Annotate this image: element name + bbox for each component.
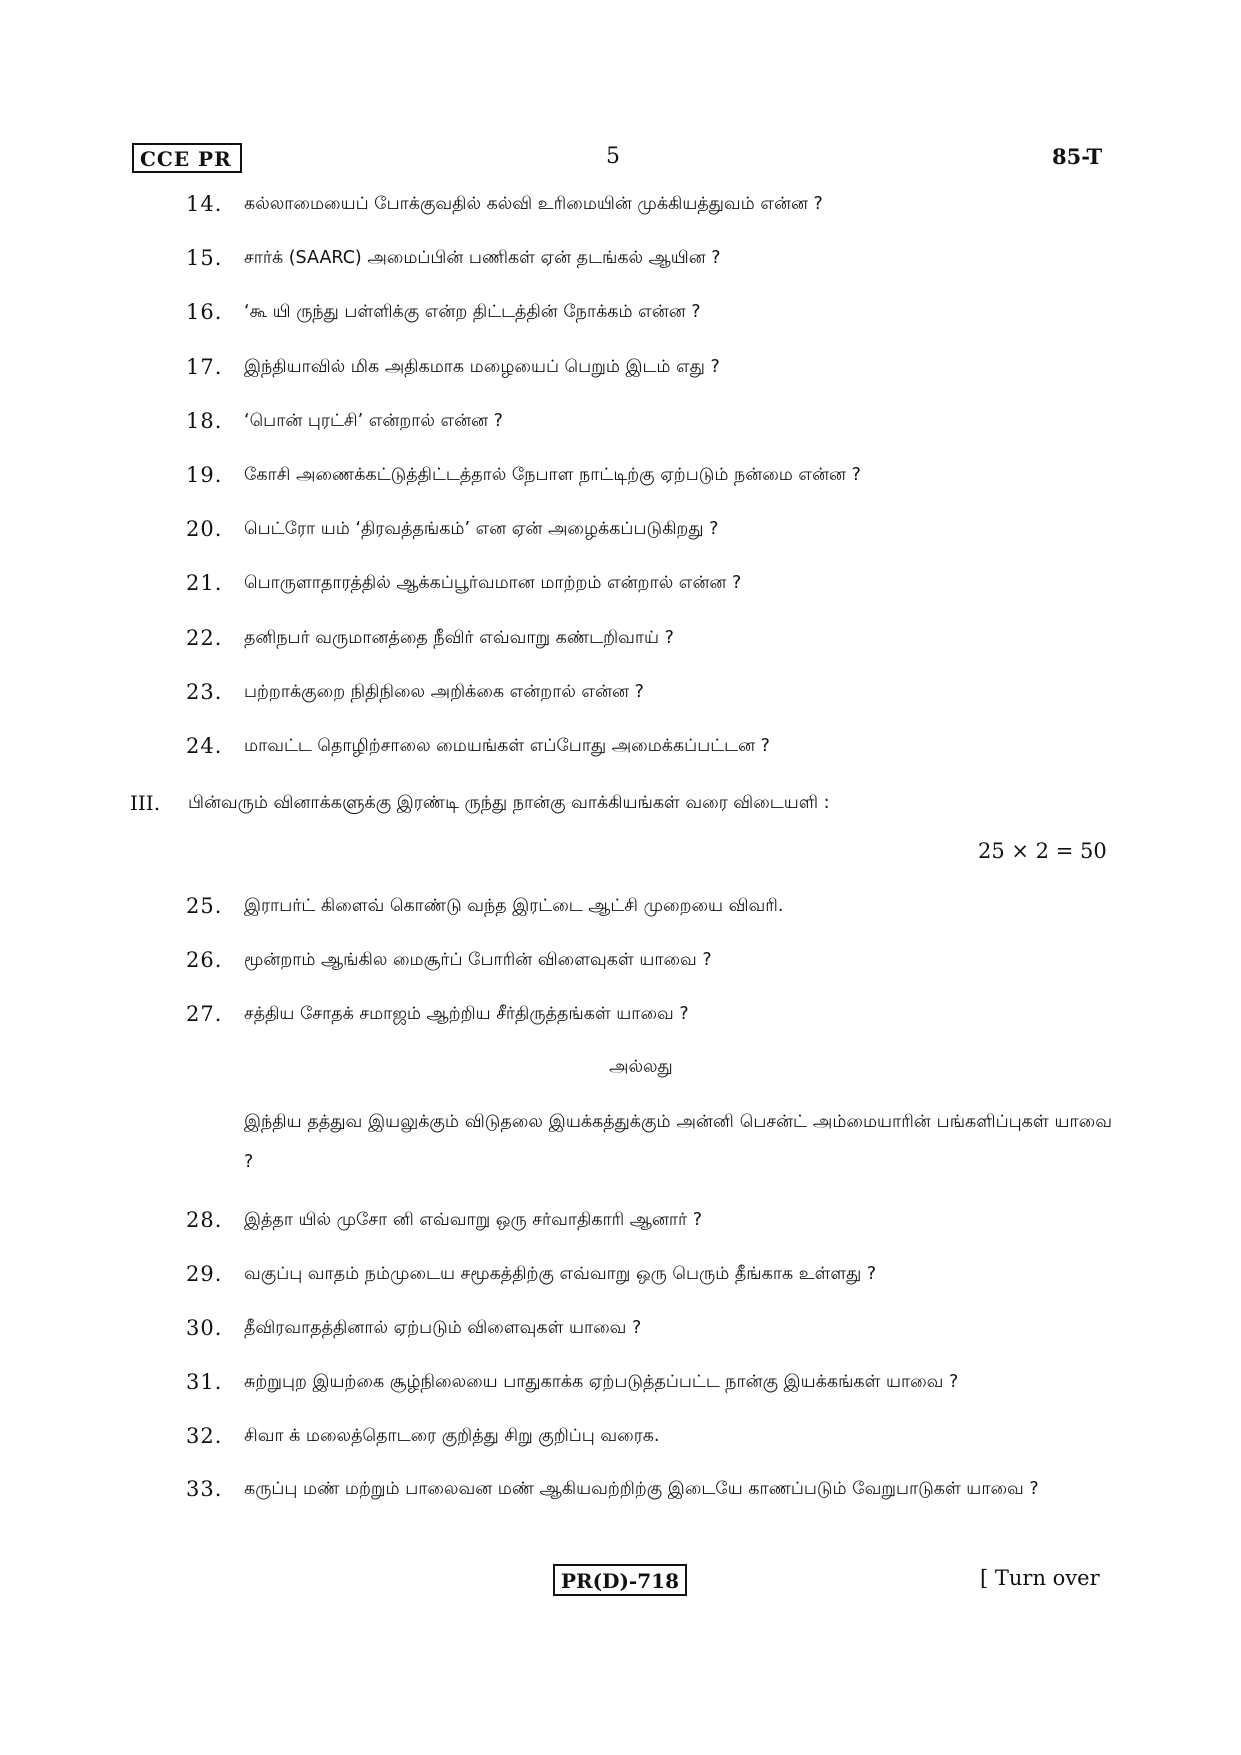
question-31 xyxy=(0,1365,1241,1399)
question-text: பெட்ரோ யம் ‘திரவத்தங்கம்’ என ஏன் அழைக்கப்படுகிறது ? xyxy=(244,519,719,539)
question-text: தனிநபர் வருமானத்தை நீவிர் எவ்வாறு கண்டறிவாய் ? xyxy=(244,628,674,648)
paper-code: 85-T xyxy=(1052,144,1103,169)
question-23 xyxy=(0,675,1241,709)
question-number: 16. xyxy=(186,300,223,324)
question-text: பற்றாக்குறை நிதிநிலை அறிக்கை என்றால் என்ன ? xyxy=(244,682,644,702)
question-32 xyxy=(0,1419,1241,1453)
question-text: சார்க் (SAARC) அமைப்பின் பணிகள் ஏன் தடங்கல் ஆயின ? xyxy=(244,248,721,268)
question-24 xyxy=(0,729,1241,763)
question-17 xyxy=(0,350,1241,384)
question-text: வகுப்பு வாதம் நம்முடைய சமூகத்திற்கு எவ்வாறு ஒரு பெரும் தீங்காக உள்ளது ? xyxy=(244,1264,877,1284)
question-number: 18. xyxy=(186,409,223,433)
question-number: 20. xyxy=(186,517,223,541)
question-27-alternative xyxy=(0,1102,1241,1186)
question-number: 30. xyxy=(186,1316,223,1340)
question-number: 25. xyxy=(186,894,223,918)
question-number: 26. xyxy=(186,948,223,972)
question-text: மூன்றாம் ஆங்கில மைசூர்ப் போரின் விளைவுகள் யாவை ? xyxy=(244,950,712,970)
question-number: 22. xyxy=(186,626,223,650)
question-number: 29. xyxy=(186,1262,223,1286)
or-separator: அல்லது xyxy=(609,1057,673,1077)
question-20 xyxy=(0,512,1241,546)
question-text: மாவட்ட தொழிற்சாலை மையங்கள் எப்போது அமைக்கப்பட்டன ? xyxy=(244,736,770,756)
question-number: 21. xyxy=(186,571,223,595)
question-18 xyxy=(0,404,1241,438)
question-15 xyxy=(0,241,1241,275)
question-text: ‘பொன் புரட்சி’ என்றால் என்ன ? xyxy=(244,411,503,431)
footer-code-box: PR(D)-718 xyxy=(553,1564,687,1596)
question-28 xyxy=(0,1203,1241,1237)
question-number: 14. xyxy=(186,192,223,216)
question-number: 15. xyxy=(186,246,223,270)
question-text: பொருளாதாரத்தில் ஆக்கப்பூர்வமான மாற்றம் என்றால் என்ன ? xyxy=(244,573,742,593)
section-marks: 25 × 2 = 50 xyxy=(978,839,1107,863)
question-number: 28. xyxy=(186,1208,223,1232)
question-text: இந்தியாவில் மிக அதிகமாக மழையைப் பெறும் இடம் எது ? xyxy=(244,357,720,377)
question-33 xyxy=(0,1469,1241,1553)
page-number: 5 xyxy=(606,144,620,169)
question-text: கருப்பு மண் மற்றும் பாலைவன மண் ஆகியவற்றிற்கு இடையே காணப்படும் வேறுபாடுகள் யாவை ? xyxy=(244,1479,1039,1499)
question-text: இத்தா யில் முசோ னி எவ்வாறு ஒரு சர்வாதிகாரி ஆனார் ? xyxy=(244,1210,703,1230)
question-22 xyxy=(0,621,1241,655)
question-number: 17. xyxy=(186,355,223,379)
question-number: 33. xyxy=(186,1477,223,1501)
question-16 xyxy=(0,295,1241,329)
question-30 xyxy=(0,1311,1241,1345)
header-code-box: CCE PR xyxy=(132,143,242,173)
question-number: 24. xyxy=(186,734,223,758)
question-text: இந்திய தத்துவ இயலுக்கும் விடுதலை இயக்கத்துக்கும் அன்னி பெசன்ட் அம்மையாரின் பங்களிப்புகள் யாவை ? xyxy=(244,1112,1112,1172)
question-19 xyxy=(0,458,1241,492)
question-text: சிவா க் மலைத்தொடரை குறித்து சிறு குறிப்பு வரைக. xyxy=(244,1426,660,1446)
question-text: சத்திய சோதக் சமாஜம் ஆற்றிய சீர்திருத்தங்கள் யாவை ? xyxy=(244,1004,689,1024)
question-27 xyxy=(0,997,1241,1031)
question-number: 23. xyxy=(186,680,223,704)
question-text: கோசி அணைக்கட்டுத்திட்டத்தால் நேபாள நாட்டிற்கு ஏற்படும் நன்மை என்ன ? xyxy=(244,465,861,485)
question-number: 27. xyxy=(186,1002,223,1026)
question-25 xyxy=(0,889,1241,923)
question-number: 19. xyxy=(186,463,223,487)
question-21 xyxy=(0,566,1241,600)
question-text: சுற்றுபுற இயற்கை சூழ்நிலையை பாதுகாக்க ஏற்படுத்தப்பட்ட நான்கு இயக்கங்கள் யாவை ? xyxy=(244,1372,959,1392)
turn-over-note: [ Turn over xyxy=(980,1566,1100,1590)
question-number: 31. xyxy=(186,1370,223,1394)
section-instruction: பின்வரும் வினாக்களுக்கு இரண்டி ருந்து நான்கு வாக்கியங்கள் வரை விடையளி : xyxy=(188,793,830,813)
question-text: கல்லாமையைப் போக்குவதில் கல்வி உரிமையின் முக்கியத்துவம் என்ன ? xyxy=(244,194,823,214)
section-number: III. xyxy=(130,791,161,815)
question-text: ‘கூ யி ருந்து பள்ளிக்கு என்ற திட்டத்தின் நோக்கம் என்ன ? xyxy=(244,302,701,322)
question-29 xyxy=(0,1257,1241,1291)
question-14 xyxy=(0,187,1241,221)
question-number: 32. xyxy=(186,1424,223,1448)
question-text: தீவிரவாதத்தினால் ஏற்படும் விளைவுகள் யாவை ? xyxy=(244,1318,642,1338)
question-text: இராபர்ட் கிளைவ் கொண்டு வந்த இரட்டை ஆட்சி முறையை விவரி. xyxy=(244,896,784,916)
question-26 xyxy=(0,943,1241,977)
